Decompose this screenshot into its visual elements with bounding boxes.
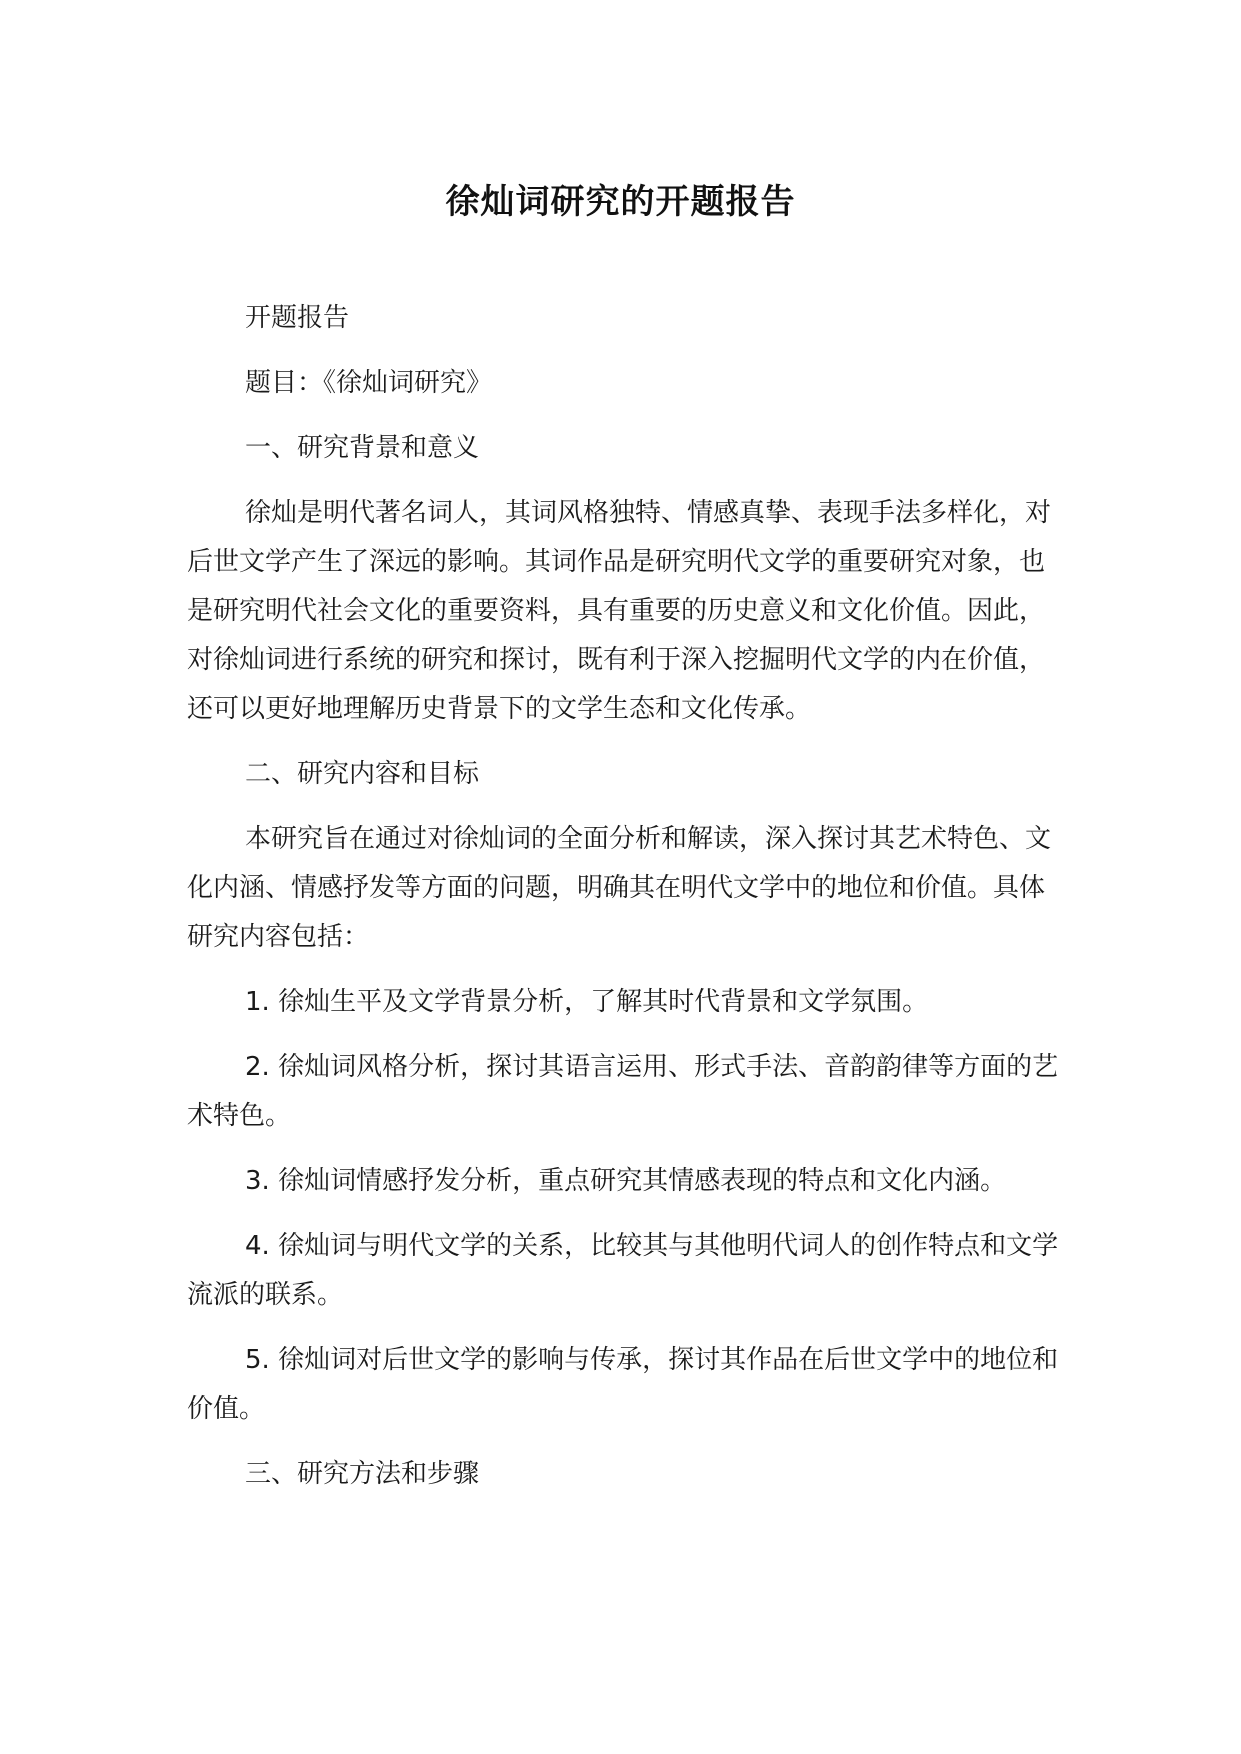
document-body xyxy=(187,294,1067,1515)
paragraph-report-label: 开题报告 xyxy=(245,303,350,333)
list-item-1: 1. 徐灿生平及文学背景分析，了解其时代背景和文学氛围。 xyxy=(245,987,929,1017)
section-heading-methods: 三、研究方法和步骤 xyxy=(245,1459,480,1489)
section-heading-content: 二、研究内容和目标 xyxy=(245,759,480,789)
paragraph-background: 徐灿是明代著名词人，其词风格独特、情感真挚、表现手法多样化，对后世文学产生了深远的影响。其词作品是研究明代文学的重要研究对象，也是研究明代社会文化的重要资料，具有重要的历史意义和文化价值。因此，对徐灿词进行系统的研究和探讨，既有利于深入挖掘明代文学的内在价值，还可以更好地理解历史背景下的文学生态和文化传承。 xyxy=(187,498,1052,724)
paragraph-content-intro: 本研究旨在通过对徐灿词的全面分析和解读，深入探讨其艺术特色、文化内涵、情感抒发等方面的问题，明确其在明代文学中的地位和价值。具体研究内容包括： xyxy=(187,824,1052,952)
list-item-5: 5. 徐灿词对后世文学的影响与传承，探讨其作品在后世文学中的地位和价值。 xyxy=(187,1345,1059,1424)
paragraph-topic: 题目：《徐灿词研究》 xyxy=(245,368,493,398)
list-item-4: 4. 徐灿词与明代文学的关系，比较其与其他明代词人的创作特点和文学流派的联系。 xyxy=(187,1231,1059,1310)
document-title: 徐灿词研究的开题报告 xyxy=(445,182,796,222)
list-item-2: 2. 徐灿词风格分析，探讨其语言运用、形式手法、音韵韵律等方面的艺术特色。 xyxy=(187,1052,1059,1131)
section-heading-background: 一、研究背景和意义 xyxy=(245,433,480,463)
list-item-3: 3. 徐灿词情感抒发分析，重点研究其情感表现的特点和文化内涵。 xyxy=(245,1166,1007,1196)
